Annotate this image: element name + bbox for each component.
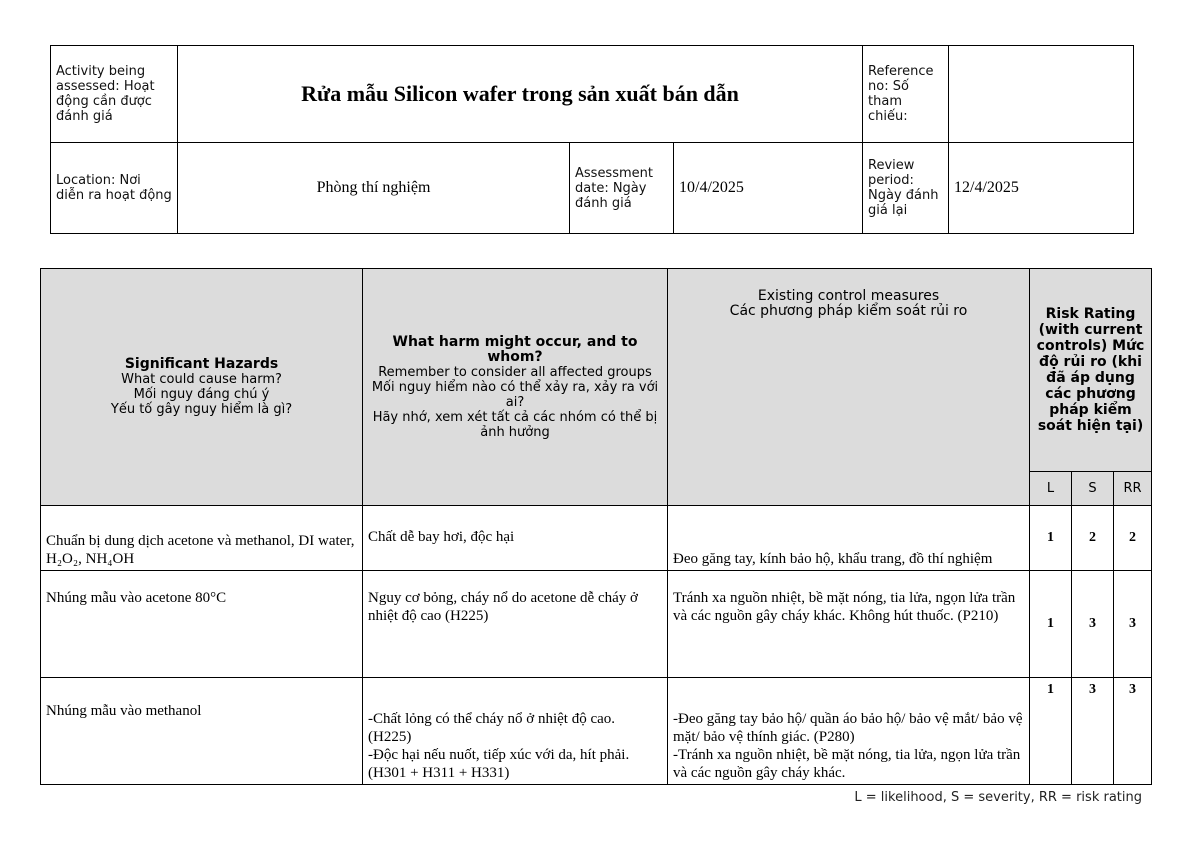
harm-cell: Chất dễ bay hơi, độc hại xyxy=(363,506,668,571)
hazard-cell: Chuẩn bị dung dịch acetone và methanol, DI water, H₂O₂, NH₄OH xyxy=(41,506,363,571)
severity-cell: 3 xyxy=(1072,571,1114,678)
activity-title: Rửa mẫu Silicon wafer trong sản xuất bán dẫn xyxy=(178,46,863,143)
harm-cell: -Chất lỏng có thể cháy nổ ở nhiệt độ cao. (H225) -Độc hại nếu nuốt, tiếp xúc với da, hít phải. (H301 + H311 + H331) xyxy=(363,678,668,785)
harm-header-sub3: Hãy nhớ, xem xét tất cả các nhóm có thể bị ảnh hưởng xyxy=(372,409,658,440)
harm-header-sub2: Mối nguy hiểm nào có thể xảy ra, xảy ra với ai? xyxy=(371,379,659,410)
review-period-label: Review period: Ngày đánh giá lại xyxy=(863,143,949,234)
risk-rating-col-header: RR xyxy=(1114,472,1152,506)
control-cell: Đeo găng tay, kính bảo hộ, khẩu trang, đồ thí nghiệm xyxy=(668,506,1030,571)
assessment-header-table xyxy=(50,45,1134,234)
table-row xyxy=(41,678,1152,785)
assessment-date-label: Assessment date: Ngày đánh giá xyxy=(570,143,674,234)
table-row xyxy=(41,571,1152,678)
harm-cell: Nguy cơ bỏng, cháy nổ do acetone dễ cháy ở nhiệt độ cao (H225) xyxy=(363,571,668,678)
review-period-value: 12/4/2025 xyxy=(949,143,1134,234)
control-cell: -Đeo găng tay bảo hộ/ quần áo bảo hộ/ bảo vệ mắt/ bảo vệ mặt/ bảo vệ thính giác. (P280) -Tránh xa nguồn nhiệt, bề mặt nóng, tia lửa, ngọn lửa trần và các nguồn gây cháy khác. xyxy=(668,678,1030,785)
control-header xyxy=(668,269,1030,506)
likelihood-cell: 1 xyxy=(1030,571,1072,678)
risk-rating-header: Risk Rating (with current controls) Mức độ rủi ro (khi đã áp dụng các phương pháp kiểm soát hiện tại) xyxy=(1030,269,1152,472)
control-header-title: Existing control measures xyxy=(757,288,940,304)
hazards-header-sub1: What could cause harm? xyxy=(121,372,282,387)
harm-header-sub1: Remember to consider all affected groups xyxy=(378,364,652,380)
hazards-header-title: Significant Hazards xyxy=(124,356,279,372)
likelihood-cell: 1 xyxy=(1030,506,1072,571)
harm-header xyxy=(363,269,668,506)
location-value: Phòng thí nghiệm xyxy=(178,143,570,234)
location-label: Location: Nơi diễn ra hoạt động xyxy=(51,143,178,234)
hazards-header xyxy=(41,269,363,506)
likelihood-header: L xyxy=(1030,472,1072,506)
hazard-cell: Nhúng mẫu vào acetone 80°C xyxy=(41,571,363,678)
likelihood-cell: 1 xyxy=(1030,678,1072,785)
table-row xyxy=(41,506,1152,571)
rating-legend: L = likelihood, S = severity, RR = risk rating xyxy=(854,790,1142,805)
risk-assessment-table xyxy=(40,268,1152,785)
risk-rating-cell: 2 xyxy=(1114,506,1152,571)
assessment-date-value: 10/4/2025 xyxy=(674,143,863,234)
reference-value xyxy=(949,46,1134,143)
hazards-header-sub3: Yếu tố gây nguy hiểm là gì? xyxy=(110,402,293,417)
risk-rating-cell: 3 xyxy=(1114,571,1152,678)
control-header-sub: Các phương pháp kiểm soát rủi ro xyxy=(729,303,968,319)
control-cell: Tránh xa nguồn nhiệt, bề mặt nóng, tia lửa, ngọn lửa trần và các nguồn gây cháy khác. Không hút thuốc. (P210) xyxy=(668,571,1030,678)
activity-label: Activity being assessed: Hoạt động cần được đánh giá xyxy=(51,46,178,143)
severity-cell: 3 xyxy=(1072,678,1114,785)
harm-header-title: What harm might occur, and to whom? xyxy=(392,333,638,365)
severity-cell: 2 xyxy=(1072,506,1114,571)
reference-label: Reference no: Số tham chiếu: xyxy=(863,46,949,143)
risk-rating-cell: 3 xyxy=(1114,678,1152,785)
hazards-header-sub2: Mối nguy đáng chú ý xyxy=(133,387,270,402)
hazard-cell: Nhúng mẫu vào methanol xyxy=(41,678,363,785)
severity-header: S xyxy=(1072,472,1114,506)
